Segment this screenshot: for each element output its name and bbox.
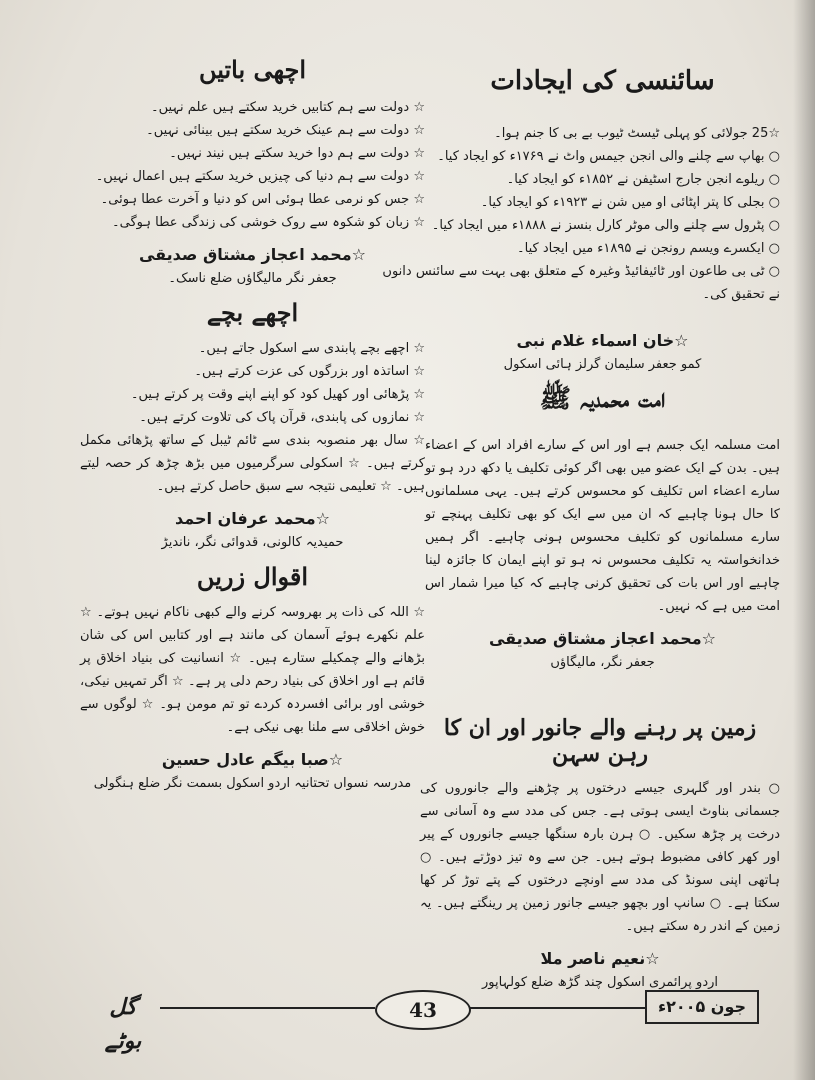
good-things-item: ☆ دولت سے ہم کتابیں خرید سکتے ہیں علم نہیں۔ (150, 100, 425, 115)
animals-text: ○ بندر اور گلہری جیسے درختوں پر چڑھنے والے جانوروں کی جسمانی بناوٹ ایسی ہوتی ہے۔ جس کی مدد سے وہ آسانی سے درخت پر چڑھ سکیں۔ ○ ہرن بارہ سنگھا جیسے جانوروں کے پیر اور کھر کافی مضبوط ہوتے ہیں۔ جن سے وہ تیز دوڑتے ہیں۔ ○ ہاتھی اپنی سونڈ کی مدد سے اونچے درختوں کے پتے توڑ کر کھا سکتا ہے۔ ○ سانپ اور بچھو جیسے جانور زمین پر رینگتے ہیں۔ یہ زمین کے اندر رہ سکتے ہیں۔ (420, 781, 780, 934)
science-item: ○ بجلی کا پتر اپٹائی او میں شن نے ۱۹۲۳ء کو ایجاد کیا۔ (480, 195, 780, 210)
science-item: ○ ریلوے انجن جارج اسٹیفن نے ۱۸۵۲ء کو ایجاد کیا۔ (506, 172, 780, 187)
aqwal-text: ☆ اللہ کی ذات پر بھروسہ کرنے والے کبھی ناکام نہیں ہوتے۔ ☆ علم نکھرے ہوئے آسمان کی مانند ہے اور کتابیں اس کی شان بڑھانے والے چمکیلے ستارے ہیں۔ ☆ انسانیت کی بنیاد اخلاق پر قائم ہے اور اخلاق کی بنیاد رحم دلی پر ہے۔ ☆ اگر تمہیں نیکی، خوشی اور برائی افسردہ کردے تو تم مومن ہو۔ ☆ لوگوں سے خوش اخلاقی سے ملنا بھی نیکی ہے۔ (80, 605, 425, 735)
science-item: نے تحقیق کی۔ (702, 287, 780, 302)
issue-date: جون ۲۰۰۵ء (645, 990, 759, 1024)
left-column (80, 55, 425, 795)
good-things-author: ☆محمد اعجاز مشتاق صدیقی (138, 245, 367, 264)
good-kids-item: ☆ نمازوں کی پابندی، قرآن پاک کی تلاوت کرتے ہیں۔ (139, 410, 425, 425)
good-kids-author: ☆محمد عرفان احمد (175, 509, 330, 528)
good-kids-address: حمیدیہ کالونی، قدوائی نگر، ناندیڑ (161, 535, 344, 550)
animals-author: ☆نعیم ناصر ملا (540, 949, 660, 968)
good-things-item: ☆ دولت سے ہم دوا خرید سکتے ہیں نیند نہیں۔ (169, 146, 425, 161)
science-item: ○ بھاپ سے چلنے والی انجن جیمس واٹ نے ۱۷۶۹ء کو ایجاد کیا۔ (437, 149, 780, 164)
science-section (382, 66, 780, 376)
good-things-title: اچھی باتیں (198, 55, 307, 84)
footer-rule-right (467, 1007, 645, 1009)
ummat-section (425, 382, 780, 674)
page-edge-shadow (793, 0, 815, 1080)
aqwal-title: اقوال زریں (196, 562, 309, 591)
ummat-author: ☆محمد اعجاز مشتاق صدیقی (488, 629, 717, 648)
science-item: ☆25 جولائی کو پہلی ٹیسٹ ٹیوب بے بی کا جنم ہوا۔ (494, 126, 780, 141)
aqwal-section (80, 562, 425, 795)
science-title: سائنسی کی ایجادات (490, 66, 715, 96)
science-item: ○ ایکسرے ویسم رونجن نے ۱۸۹۵ء میں ایجاد کیا۔ (517, 241, 780, 256)
good-things-address: جعفر نگر مالیگاؤں ضلع ناسک۔ (168, 271, 337, 286)
good-things-item: ☆ زبان کو شکوہ سے روک خوشی کی زندگی عطا ہوگی۔ (112, 215, 425, 230)
footer-rule-left (160, 1007, 375, 1009)
page-number: 43 (375, 990, 471, 1030)
good-kids-item: ☆ پڑھائی اور کھیل کود کو اپنے اپنے وقت پر کرتے ہیں۔ (130, 387, 425, 402)
ummat-title: امت محمدیہ ﷺ (539, 384, 666, 414)
good-kids-text: ☆ سال بھر منصوبہ بندی سے ٹائم ٹیبل کے ساتھ پڑھائی مکمل کرتے ہیں۔ ☆ اسکولی سرگرمیوں میں بڑھ چڑھ کر حصہ لیتے ہیں۔ ☆ تعلیمی نتیجہ سے سبق حاصل کرتے ہیں۔ (80, 433, 425, 494)
aqwal-author: ☆صبا بیگم عادل حسین (161, 750, 344, 769)
science-item: ○ پٹرول سے چلنے والی موٹر کارل بنسز نے ۱۸۸۸ء میں ایجاد کیا۔ (431, 218, 780, 233)
good-kids-item: ☆ اساتذہ اور بزرگوں کی عزت کرتے ہیں۔ (194, 364, 425, 379)
animals-section (420, 715, 780, 994)
good-things-item: ☆ دولت سے ہم عینک خرید سکتے ہیں بینائی نہیں۔ (146, 123, 425, 138)
magazine-logo: گل بوٹے (104, 994, 142, 1054)
science-address: کمو جعفر سلیمان گرلز ہائی اسکول (503, 357, 702, 372)
good-kids-item: ☆ اچھے بچے پابندی سے اسکول جاتے ہیں۔ (198, 341, 425, 356)
aqwal-address: مدرسہ نسواں تحتانیہ اردو اسکول بسمت نگر ضلع ہنگولی (93, 776, 412, 791)
animals-address: اردو پرائمری اسکول چند گڑھ ضلع کولہاپور (481, 975, 719, 990)
ummat-address: جعفر نگر، مالیگاؤں (550, 655, 655, 670)
good-things-item: ☆ دولت سے ہم دنیا کی چیزیں خرید سکتے ہیں اعمال نہیں۔ (95, 169, 425, 184)
good-kids-section (80, 298, 425, 554)
good-things-section (80, 55, 425, 290)
science-item: ○ ٹی بی طاعون اور ٹائیفائیڈ وغیرہ کے متعلق بھی بہت سے سائنس دانوں (382, 264, 780, 279)
animals-title: زمین پر رہنے والے جانور اور ان کا رہن سہن (443, 715, 757, 767)
right-column (382, 60, 780, 674)
science-author: ☆خان اسماء غلام نبی (516, 331, 689, 350)
good-kids-title: اچھے بچے (206, 298, 299, 327)
ummat-text: امت مسلمہ ایک جسم ہے اور اس کے سارے افراد اس کے اعضاء ہیں۔ بدن کے ایک عضو میں بھی اگر کوئی تکلیف یا دکھ درد ہو تو سارے اعضاء اس تکلیف کو محسوس کرتے ہیں۔ یہی مسلمانوں کا حال ہونا چاہیے کہ ان میں سے ایک کو بھی تکلیف پہنچے تو سارے مسلمانوں کو تکلیف محسوس ہونی چاہیے۔ اگر ہمیں خدانخواستہ یہ تکلیف محسوس نہ ہو تو اپنے ایمان کا جائزہ لینا چاہیے اور اس بات کی تحقیق کرنی چاہیے کہ کیا میرا شمار اس امت میں ہے کہ نہیں۔ (425, 438, 780, 614)
good-things-item: ☆ جس کو نرمی عطا ہوئی اس کو دنیا و آخرت عطا ہوئی۔ (100, 192, 425, 207)
